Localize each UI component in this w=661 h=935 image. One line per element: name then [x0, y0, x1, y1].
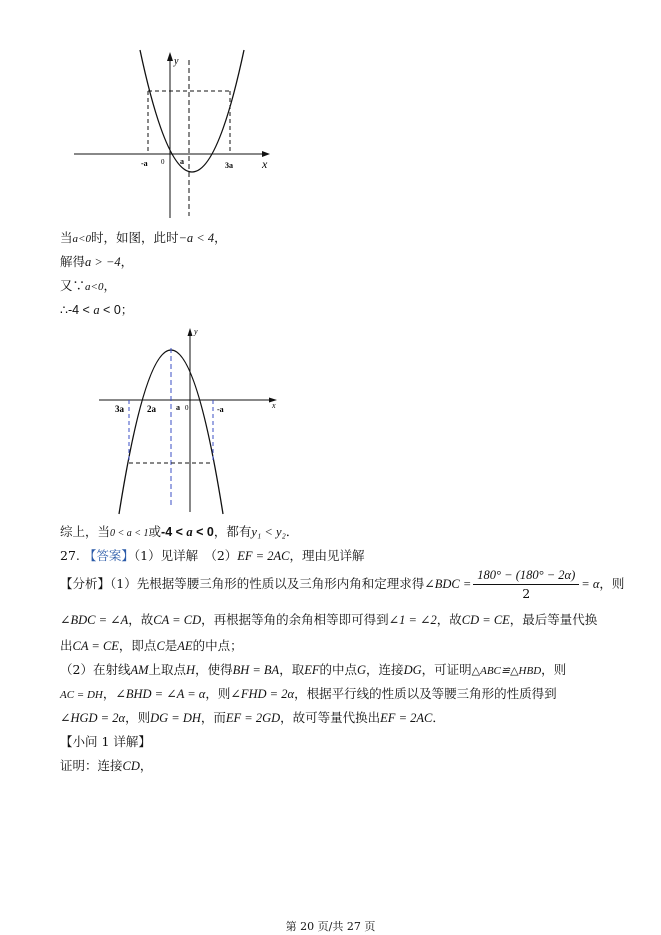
proof-line: 证明：连接CD， [60, 758, 153, 773]
answer-line: 27. 【答案】（1）见详解 （2）EF = 2AC，理由见详解 [60, 548, 365, 563]
tick-neg-a: -a [141, 159, 148, 168]
tick-2a: 2a [147, 404, 156, 414]
tick-a: a [176, 403, 180, 412]
analysis-line-5: AC = DH，∠BHD = ∠A = α，则∠FHD = 2α，根据平行线的性质以及等腰三角形的性质得到 [60, 686, 557, 701]
y-axis-arrow-icon [188, 328, 193, 336]
y-label: y [194, 327, 198, 336]
text-line-1: 当a<0时，如图，此时−a < 4， [60, 230, 227, 245]
text-line-4: ∴-4 < a < 0； [60, 302, 134, 317]
analysis-line-2: ∠BDC = ∠A，故CA = CD，再根据等角的余角相等即可得到∠1 = ∠2，故CD = CE，最后等量代换 [60, 612, 598, 627]
parabola-graph-1 [70, 48, 280, 223]
page-footer: 第 20 页/共 27 页 [285, 920, 376, 933]
answer-tag: 【答案】 [83, 548, 134, 563]
analysis-line-1: 【分析】（1）先根据等腰三角形的性质以及三角形内角和定理求得∠BDC = $\frac{180^\circ - (180^\circ - 2\alpha)}{2}$ = α，则 [60, 568, 625, 601]
tick-3a: 3a [225, 161, 233, 170]
y-axis-arrow-icon [167, 52, 173, 61]
analysis-line-6: ∠HGD = 2α，则DG = DH，而EF = 2GD，故可等量代换出EF = 2AC． [60, 710, 445, 725]
fraction: $\frac{180^\circ - (180^\circ - 2\alpha)}{2}$ [473, 568, 579, 601]
tick-neg-a: -a [217, 405, 224, 414]
analysis-line-4: （2）在射线AM上取点H，使得BH = BA，取EF的中点G，连接DG，可证明△ABC≌△HBD，则 [60, 662, 567, 677]
tick-zero: 0 [161, 158, 165, 166]
text-line-2: 解得a > −4， [60, 254, 134, 269]
parabola-graph-2 [95, 322, 285, 517]
text-line-5: 综上，当0 < a < 1或-4 < a < 0，都有y₁ < y₂． [60, 524, 299, 539]
x-label: x [272, 401, 276, 410]
text-line-3: 又∵a<0， [60, 278, 116, 293]
tick-zero: 0 [185, 404, 189, 412]
x-label: x [262, 157, 268, 171]
tick-a: a [180, 157, 184, 166]
tick-3a: 3a [115, 404, 124, 414]
y-label: y [174, 56, 179, 67]
analysis-line-3: 出CA = CE，即点C是AE的中点； [60, 638, 243, 653]
section-heading: 【小问 1 详解】 [60, 734, 151, 749]
